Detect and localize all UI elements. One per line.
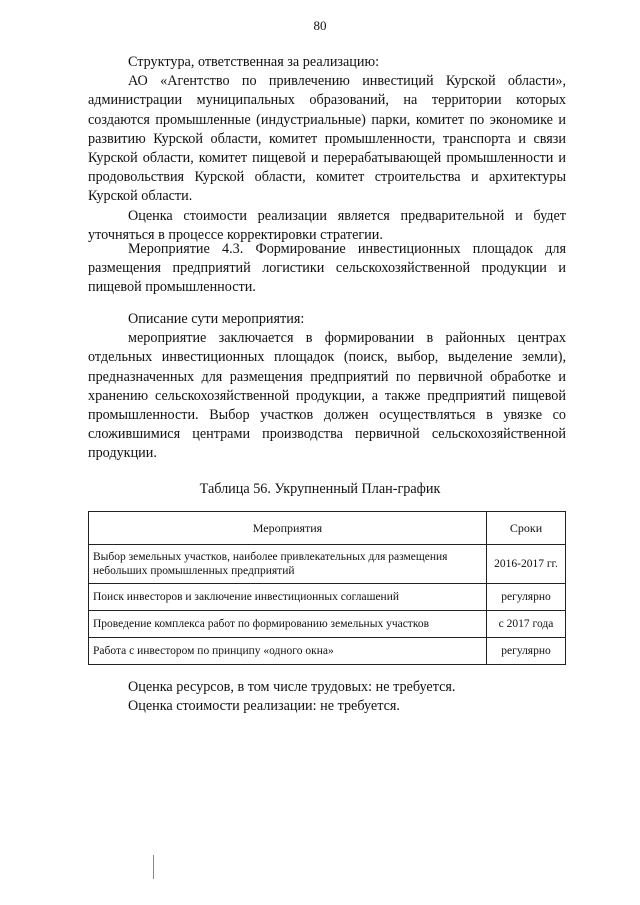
table-row — [89, 545, 566, 584]
header-terms: Сроки — [487, 512, 566, 545]
table-row — [89, 638, 566, 665]
responsible-structure-body: АО «Агентство по привлечению инвестиций Курской области», администрации муниципальных образований, на территории которых создаются промышленные (индустриальные) парки, комитет по экономике и развитию Курской области, комитет промышленности, транспорта и связи Курской области, комитет пищевой и перерабатывающей промышленности и продовольствия Курской области, комитет строительства и архитектуры Курской области. — [88, 73, 566, 205]
row-term: 2016-2017 гг. — [487, 545, 566, 584]
closing-section — [88, 678, 566, 716]
table-row — [89, 584, 566, 611]
row-activity: Выбор земельных участков, наиболее привлекательных для размещения небольших промышленных предприятий — [89, 545, 487, 584]
cost-estimate: Оценка стоимости реализации: не требуется. — [128, 698, 400, 715]
description-heading: Описание сути мероприятия: — [128, 311, 305, 327]
description-body: мероприятие заключается в формировании в районных центрах отдельных инвестиционных площадок (поиск, выбор, выделение земли), предназначенных для размещения предприятий по первичной обработке и хранению сельскохозяйственной продукции, а также предприятий пищевой промышленности. Выбор участков должен осуществляться в увязке со сложившимися центрами производства первичной сельскохозяйственной продукции. — [88, 330, 566, 462]
row-term: регулярно — [487, 584, 566, 611]
resources-estimate: Оценка ресурсов, в том числе трудовых: не требуется. — [128, 679, 456, 695]
scan-mark — [153, 855, 154, 879]
activity-section — [88, 240, 566, 298]
row-term: регулярно — [487, 638, 566, 665]
row-activity: Поиск инвесторов и заключение инвестиционных соглашений — [89, 584, 487, 611]
cost-estimate-note: Оценка стоимости реализации является предварительной и будет уточняться в процессе корректировки стратегии. — [88, 207, 566, 243]
row-activity: Проведение комплекса работ по формированию земельных участков — [89, 611, 487, 638]
table-caption: Таблица 56. Укрупненный План-график — [199, 481, 441, 497]
page-number: 80 — [313, 18, 327, 33]
table-header-row — [89, 512, 566, 545]
responsible-structure-heading: Структура, ответственная за реализацию: — [128, 54, 380, 70]
responsible-structure-section — [88, 53, 566, 245]
activity-title: Мероприятие 4.3. Формирование инвестиционных площадок для размещения предприятий логистики сельскохозяйственной продукции и пищевой промышленности. — [88, 241, 566, 296]
description-section — [88, 310, 566, 464]
header-activities: Мероприятия — [89, 512, 487, 545]
row-term: с 2017 года — [487, 611, 566, 638]
row-activity: Работа с инвестором по принципу «одного окна» — [89, 638, 487, 665]
table-row — [89, 611, 566, 638]
plan-schedule-table — [88, 511, 566, 665]
